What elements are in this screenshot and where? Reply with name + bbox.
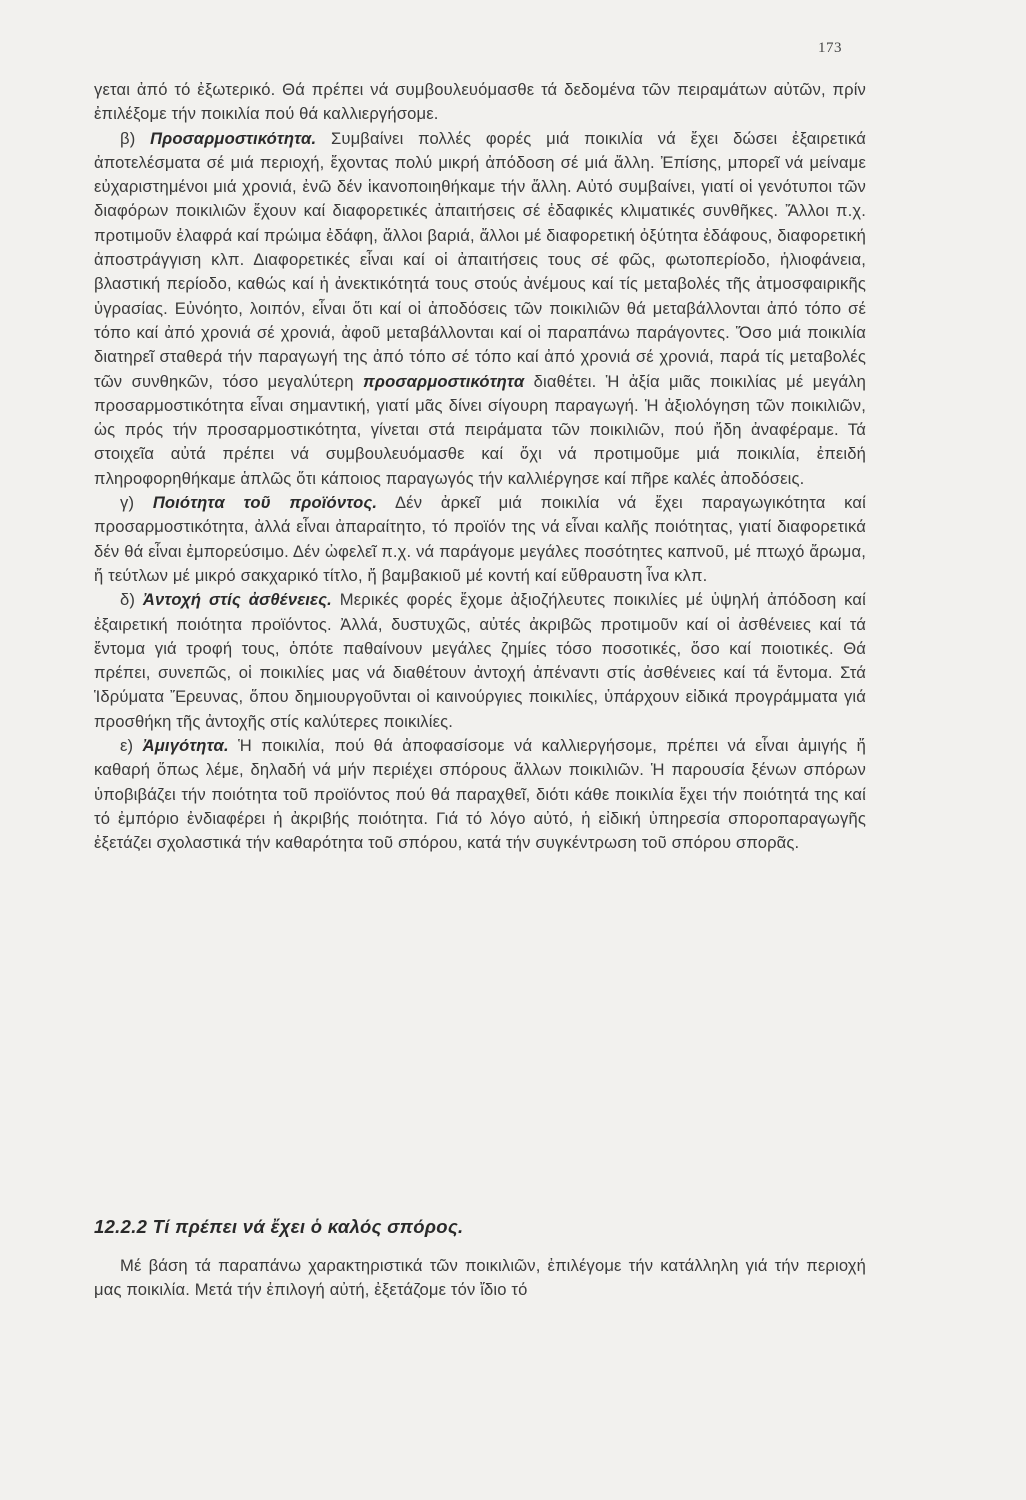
paragraph-quality: [94, 491, 866, 588]
paragraph-adaptability: [94, 127, 866, 491]
page-number: 173: [818, 40, 842, 56]
paragraph-resistance: [94, 588, 866, 734]
intro-paragraph: γεται ἀπό τό ἐξωτερικό. Θά πρέπει νά συμβουλευόμασθε τά δεδομένα τῶν πειραμάτων αὐτῶν, πρίν ἐπιλέξομε τήν ποικιλία πού θά καλλιεργήσομε.: [94, 80, 866, 124]
section-paragraph: Μέ βάση τά παραπάνω χαρακτηριστικά τῶν ποικιλιῶν, ἐπιλέγομε τήν κατάλληλη γιά τήν περιοχή μας ποικιλία. Μετά τήν ἐπιλογή αὐτή, ἐξετάζομε τόν ἴδιο τό: [94, 1256, 866, 1300]
item-label-c: γ): [120, 493, 135, 513]
section-body: [94, 1254, 866, 1303]
purity-text: Ἡ ποικιλία, πού θά ἀποφασίσομε νά καλλιεργήσομε, πρέπει νά εἶναι ἀμιγής ἤ καθαρή ὅπως λέμε, δηλαδή νά μήν περιέχει σπόρους ἄλλων ποικιλιῶν. Ἡ παρουσία ξένων σπόρων ὑποβιβάζει τήν ποιότητα τοῦ προϊόντος πού θά παραχθεῖ, διότι κάθε ποικιλία ἔχει τήν ποιότητά της καί τό ἐμπόριο ἐνδιαφέρει ἡ ἀκριβής ποιότητα. Γιά τό λόγο αὐτό, ἡ εἰδική ὑπηρεσία σποροπαραγωγῆς ἐξετάζει σχολαστικά τήν καθαρότητα τοῦ σπόρου, κατά τήν συγκέντρωση τοῦ σπόρου σπορᾶς.: [94, 736, 867, 853]
section-heading: 12.2.2 Τί πρέπει νά ἔχει ὁ καλός σπόρος.: [94, 1216, 464, 1237]
adaptability-text-1: Συμβαίνει πολλές φορές μιά ποικιλία νά ἔχει δώσει ἐξαιρετικά ἀποτελέσματα σέ μιά περιοχή, ἔχοντας πολύ μικρή ἀπόδοση σέ μιά ἄλλη. Ἐπίσης, μπορεῖ νά μείναμε εὐχαριστημένοι μιά χρονιά, ἐνῶ δέν ἱκανοποιηθήκαμε τήν ἄλλη. Αὐτό συμβαίνει, γιατί οἱ γενότυποι τῶν διαφόρων ποικιλιῶν ἔχουν καί διαφορετικές ἀπαιτήσεις σέ ἐδαφικές κλιματικές συνθῆκες. Ἄλλοι π.χ. προτιμοῦν ἐλαφρά καί πρώιμα ἐδάφη, ἄλλοι βαριά, ἄλλοι μέ διαφορετική ὀξύτητα ἐδάφους, διαφορετική ἀποστράγγιση κλπ. Διαφορετικές εἶναι καί οἱ ἀπαιτήσεις τους σέ φῶς, φωτοπερίοδο, ἡλιοφάνεια, βλαστική περίοδο, καθώς καί ἡ ἀνεκτικότητά τους στούς ἀνέμους καί τίς μεταβολές τῆς ἀτμοσφαιρικῆς ὑγρασίας. Εὐνόητο, λοιπόν, εἶναι ὅτι καί οἱ ἀποδόσεις τῶν ποικιλιῶν θά μεταβάλλονται ἀπό τόπο σέ τόπο καί ἀπό χρονιά σέ χρονιά, ἀφοῦ μεταβάλλονται καί οἱ παραπάνω παράγοντες. Ὅσο μιά ποικιλία διατηρεῖ σταθερά τήν παραγωγή της ἀπό τόπο σέ τόπο καί ἀπό χρονιά σέ χρονιά, παρά τίς μεταβολές τῶν συνθηκῶν, τόσο μεγαλύτερη: [94, 128, 866, 391]
quality-text: Δέν ἀρκεῖ μιά ποικιλία νά ἔχει παραγωγικότητα καί προσαρμοστικότητα, ἀλλά εἶναι ἀπαραίτητο, τό προϊόν της νά εἶναι καλῆς ποιότητας, γιατί διαφορετικά δέν θά εἶναι ἐμπορεύσιμο. Δέν ὠφελεῖ π.χ. νά παράγομε μεγάλες ποσότητες καπνοῦ, μέ πτωχό ἄρωμα, ἤ τεύτλων μέ μικρό σακχαρικό τίτλο, ἤ βαμβακιοῦ μέ κοντή καί εὔθραυστη ἶνα κλπ.: [94, 493, 867, 585]
subheading-adaptability: Προσαρμοστικότητα.: [150, 128, 317, 148]
body-text: [94, 78, 866, 856]
emphasis-adaptability: προσαρμοστικότητα: [362, 371, 525, 391]
subheading-quality: Ποιότητα τοῦ προϊόντος.: [152, 493, 378, 513]
item-label-d: δ): [120, 590, 136, 610]
subheading-purity: Ἀμιγότητα.: [142, 736, 229, 756]
item-label-e: ε): [120, 736, 134, 756]
resistance-text: Μερικές φορές ἔχομε ἀξιοζήλευτες ποικιλίες μέ ὑψηλή ἀπόδοση καί ἐξαιρετική ποιότητα προϊόντος. Ἀλλά, δυστυχῶς, αὐτές ἀκριβῶς προτιμοῦν καί οἱ ἀσθένειες καί τά ἔντομα γιά τροφή τους, ὁπότε παθαίνουν μεγάλες ζημίες τόσο ποσοτικές, ὅσο καί ποιοτικές. Θά πρέπει, συνεπῶς, οἱ ποικιλίες μας νά διαθέτουν ἀντοχή ἀπέναντι στίς ἀσθένειες καί τά ἔντομα. Στά Ἱδρύματα Ἔρευνας, ὅπου δημιουργοῦνται οἱ καινούργιες ποικιλίες, ὑπάρχουν εἰδικά προγράμματα γιά προσθήκη τῆς ἀντοχῆς στίς καλύτερες ποικιλίες.: [94, 590, 866, 731]
item-label-b: β): [120, 128, 136, 148]
paragraph-purity: [94, 734, 866, 855]
subheading-resistance: Ἀντοχή στίς ἀσθένειες.: [142, 590, 332, 610]
adaptability-text-2: διαθέτει. Ἡ ἀξία μιᾶς ποικιλίας μέ μεγάλη προσαρμοστικότητα εἶναι σημαντική, γιατί μᾶς δίνει σίγουρη παραγωγή. Ἡ ἀξιολόγηση τῶν ποικιλιῶν, ὡς πρός τήν προσαρμοστικότητα, γίνεται στά πειράματα τῶν ποικιλιῶν, πού ἤδη ἀναφέραμε. Τά στοιχεῖα αὐτά πρέπει νά συμβουλευόμασθε καί ὄχι νά προτιμοῦμε μιά ποικιλία, ἐπειδή πληροφορηθήκαμε ἁπλῶς ὅτι κάποιος παραγωγός τήν καλλιέργησε καί πῆρε καλές ἀποδόσεις.: [94, 371, 867, 488]
